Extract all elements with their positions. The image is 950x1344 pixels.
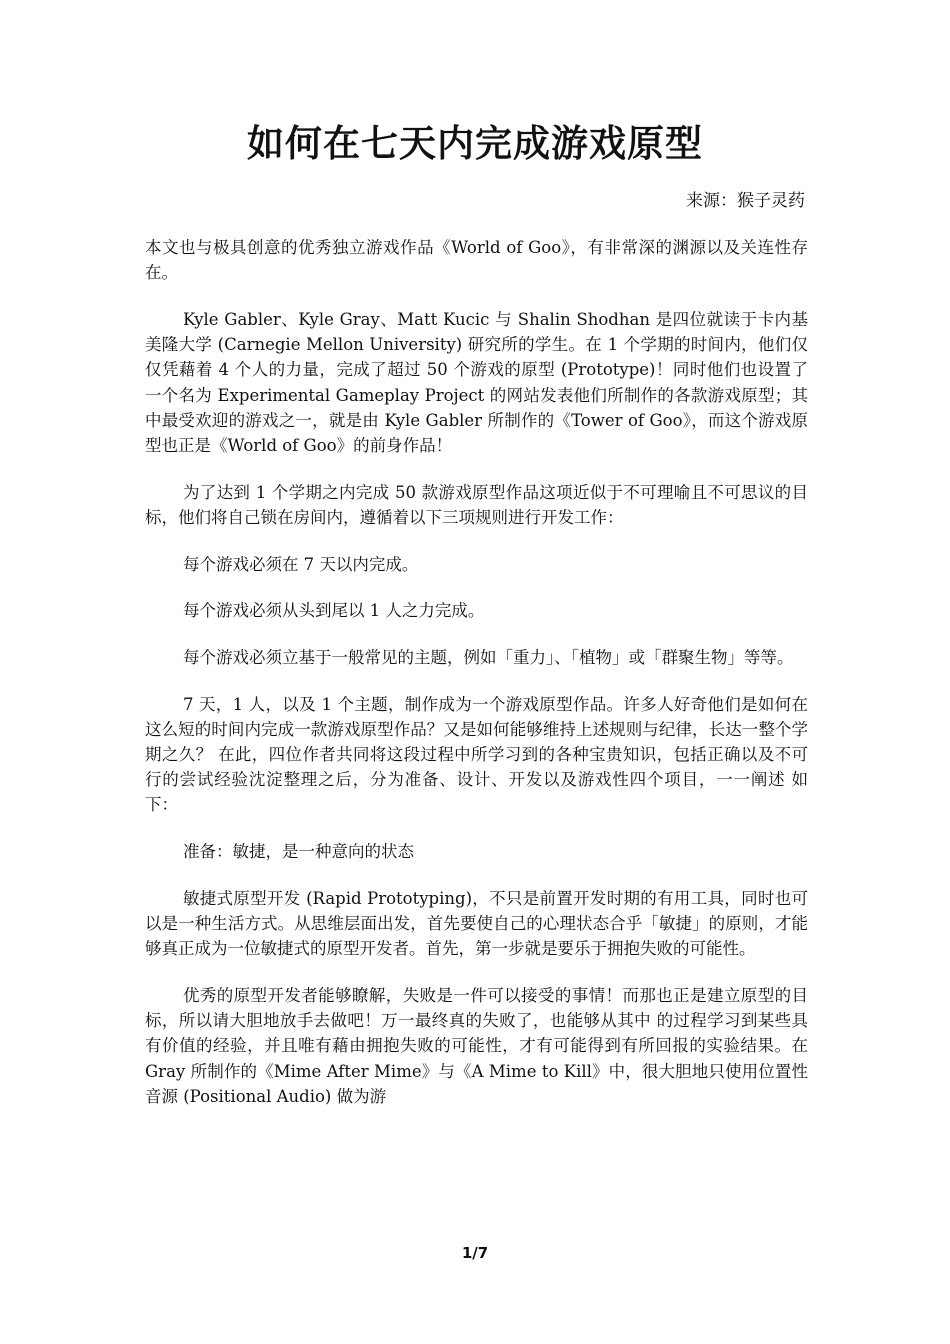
paragraph: Kyle Gabler、Kyle Gray、Matt Kucic 与 Shalin Shodhan 是四位就读于卡内基美隆大学 (Carnegie Mellon University) 研究所的学生。在 1 个学期的时间内，他们仅仅凭藉着 4 个人的力量，完成了超过 50 个游戏的原型 (Prototype)！同时他们也设置了一个名为 Experimental Gameplay Project 的网站发表他们所制作的各款游戏原型；其中最受欢迎的游戏之一，就是由 Kyle Gabler 所制作的《Tower of Goo》，而这个游戏原型也正是《World of Goo》的前身作品！ bbox=[145, 309, 808, 455]
document-body bbox=[145, 235, 808, 1109]
paragraph: 为了达到 1 个学期之内完成 50 款游戏原型作品这项近似于不可理喻且不可思议的目标，他们将自己锁在房间内，遵循着以下三项规则进行开发工作： bbox=[145, 482, 808, 527]
rule-item: 每个游戏必须立基于一般常见的主题，例如「重力」、「植物」或「群聚生物」等等。 bbox=[182, 647, 794, 667]
source-line: 来源：猴子灵药 bbox=[686, 191, 805, 211]
paragraph: 优秀的原型开发者能够瞭解，失败是一件可以接受的事情！而那也正是建立原型的目标，所以请大胆地放手去做吧！万一最终真的失败了，也能够从其中 的过程学习到某些具有价值的经验，并且唯有藉由拥抱失败的可能性，才有可能得到有所回报的实验结果。在 Gray 所制作的《Mime After Mime》与《A Mime to Kill》中，很大胆地只使用位置性音源 (Positional Audio) 做为游 bbox=[145, 985, 808, 1106]
paragraph: 7 天，1 人，以及 1 个主题，制作成为一个游戏原型作品。许多人好奇他们是如何在这么短的时间内完成一款游戏原型作品？又是如何能够维持上述规则与纪律，长达一整个学期之久？ 在此，四位作者共同将这段过程中所学习到的各种宝贵知识，包括正确以及不可行的尝试经验沈淀整理之后，分为准备、设计、开发以及游戏性四个项目，一一阐述 如下： bbox=[145, 694, 808, 815]
rule-item: 每个游戏必须在 7 天以内完成。 bbox=[182, 554, 419, 574]
paragraph-intro: 本文也与极具创意的优秀独立游戏作品《World of Goo》，有非常深的渊源以及关连性存在。 bbox=[145, 238, 808, 283]
section-heading: 准备：敏捷，是一种意向的状态 bbox=[182, 842, 414, 862]
document-title: 如何在七天内完成游戏原型 bbox=[247, 121, 703, 165]
page-number: 1/7 bbox=[461, 1244, 489, 1262]
paragraph: 敏捷式原型开发 (Rapid Prototyping)，不只是前置开发时期的有用工具，同时也可以是一种生活方式。从思维层面出发，首先要使自己的心理状态合乎「敏捷」的原则，才能够真正成为一位敏捷式的原型开发者。首先，第一步就是要乐于拥抱失败的可能性。 bbox=[145, 888, 808, 959]
rule-item: 每个游戏必须从头到尾以 1 人之力完成。 bbox=[182, 601, 485, 621]
